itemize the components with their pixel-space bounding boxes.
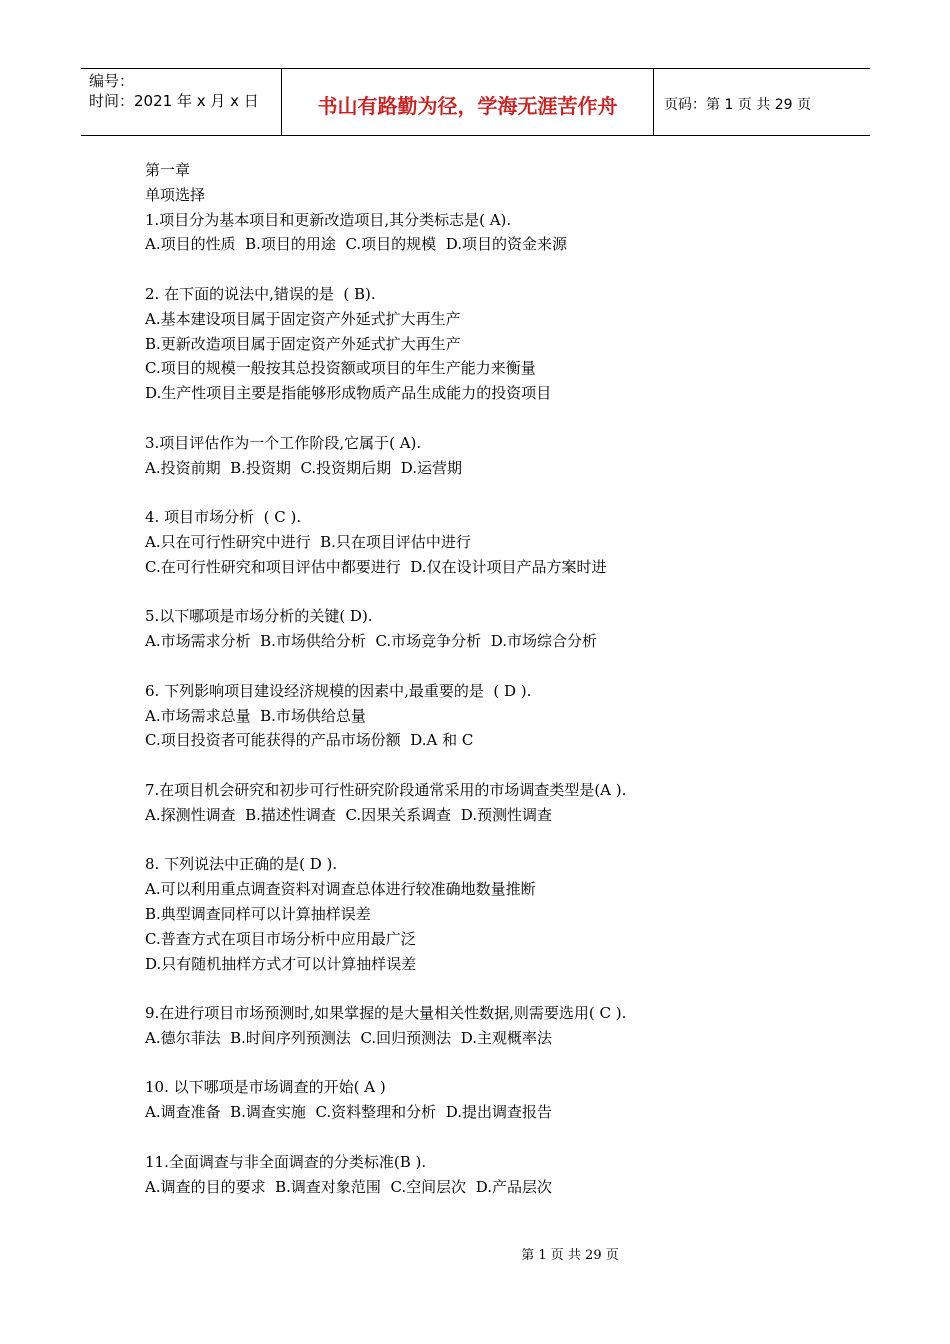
question-list <box>145 208 845 1200</box>
question-options: C.普查方式在项目市场分析中应用最广泛 <box>145 929 416 948</box>
header-page-info: 页码：第 1 页 共 29 页 <box>664 97 811 113</box>
header-meta <box>81 69 282 135</box>
document-number-label: 编号： <box>89 72 135 90</box>
question-item <box>145 604 845 678</box>
question-stem: 7.在项目机会研究和初步可行性研究阶段通常采用的市场调查类型是(A ). <box>145 780 627 799</box>
question-item <box>145 679 845 778</box>
question-item <box>145 431 845 505</box>
question-spacer <box>145 753 845 778</box>
chapter-title: 第一章 <box>145 161 191 179</box>
question-options: A.项目的性质 B.项目的用途 C.项目的规模 D.项目的资金来源 <box>145 235 567 254</box>
question-stem: 3.项目评估作为一个工作阶段,它属于( A). <box>145 433 422 452</box>
question-spacer <box>145 580 845 605</box>
question-item <box>145 1001 845 1075</box>
page-header <box>81 68 870 136</box>
question-options: A.可以利用重点调查资料对调查总体进行较准确地数量推断 <box>145 880 536 899</box>
question-options: A.调查的目的要求 B.调查对象范围 C.空间层次 D.产品层次 <box>145 1177 552 1196</box>
question-item <box>145 282 845 431</box>
question-spacer <box>145 480 845 505</box>
question-spacer <box>145 1125 845 1150</box>
question-options: B.典型调查同样可以计算抽样误差 <box>145 904 371 923</box>
question-stem: 4. 项目市场分析 ( C ). <box>145 508 302 527</box>
question-stem: 1.项目分为基本项目和更新改造项目,其分类标志是( A). <box>145 210 512 229</box>
section-title: 单项选择 <box>145 185 206 204</box>
question-options: A.探测性调查 B.描述性调查 C.因果关系调查 D.预测性调查 <box>145 805 552 824</box>
question-stem: 11.全面调查与非全面调查的分类标准(B ). <box>145 1152 427 1171</box>
question-options: C.项目的规模一般按其总投资额或项目的年生产能力来衡量 <box>145 359 536 378</box>
question-item <box>145 208 845 282</box>
question-stem: 10. 以下哪项是市场调查的开始( A ) <box>145 1078 386 1097</box>
document-date-label: 时间：2021 年 x 月 x 日 <box>89 92 259 110</box>
question-options: B.更新改造项目属于固定资产外延式扩大再生产 <box>145 334 461 353</box>
question-stem: 5.以下哪项是市场分析的关键( D). <box>145 607 373 626</box>
question-stem: 9.在进行项目市场预测时,如果掌握的是大量相关性数据,则需要选用( C ). <box>145 1004 627 1023</box>
question-item <box>145 1150 845 1200</box>
question-item <box>145 505 845 604</box>
question-options: A.市场需求分析 B.市场供给分析 C.市场竞争分析 D.市场综合分析 <box>145 632 597 651</box>
question-options: A.只在可行性研究中进行 B.只在项目评估中进行 <box>145 532 471 551</box>
question-options: A.投资前期 B.投资期 C.投资期后期 D.运营期 <box>145 458 462 477</box>
question-spacer <box>145 828 845 853</box>
question-stem: 2. 在下面的说法中,错误的是 ( B). <box>145 284 376 303</box>
question-item <box>145 852 845 1001</box>
question-spacer <box>145 976 845 1001</box>
header-motto: 书山有路勤为径，学海无涯苦作舟 <box>282 69 654 135</box>
question-stem: 8. 下列说法中正确的是( D ). <box>145 855 338 874</box>
question-spacer <box>145 257 845 282</box>
document-body <box>145 158 845 1199</box>
question-options: D.生产性项目主要是指能够形成物质产品生成能力的投资项目 <box>145 384 552 403</box>
question-spacer <box>145 654 845 679</box>
question-options: A.市场需求总量 B.市场供给总量 <box>145 706 366 725</box>
question-options: C.项目投资者可能获得的产品市场份额 D.A 和 C <box>145 731 474 750</box>
question-item <box>145 778 845 852</box>
question-spacer <box>145 1051 845 1076</box>
question-options: A.德尔菲法 B.时间序列预测法 C.回归预测法 D.主观概率法 <box>145 1028 552 1047</box>
question-options: C.在可行性研究和项目评估中都要进行 D.仅在设计项目产品方案时进 <box>145 557 607 576</box>
question-options: D.只有随机抽样方式才可以计算抽样误差 <box>145 954 417 973</box>
question-options: A.调查准备 B.调查实施 C.资料整理和分析 D.提出调查报告 <box>145 1103 552 1122</box>
question-options: A.基本建设项目属于固定资产外延式扩大再生产 <box>145 309 461 328</box>
question-stem: 6. 下列影响项目建设经济规模的因素中,最重要的是 ( D ). <box>145 681 532 700</box>
page-footer: 第 1 页 共 29 页 <box>521 1248 619 1263</box>
question-item <box>145 1075 845 1149</box>
question-spacer <box>145 406 845 431</box>
